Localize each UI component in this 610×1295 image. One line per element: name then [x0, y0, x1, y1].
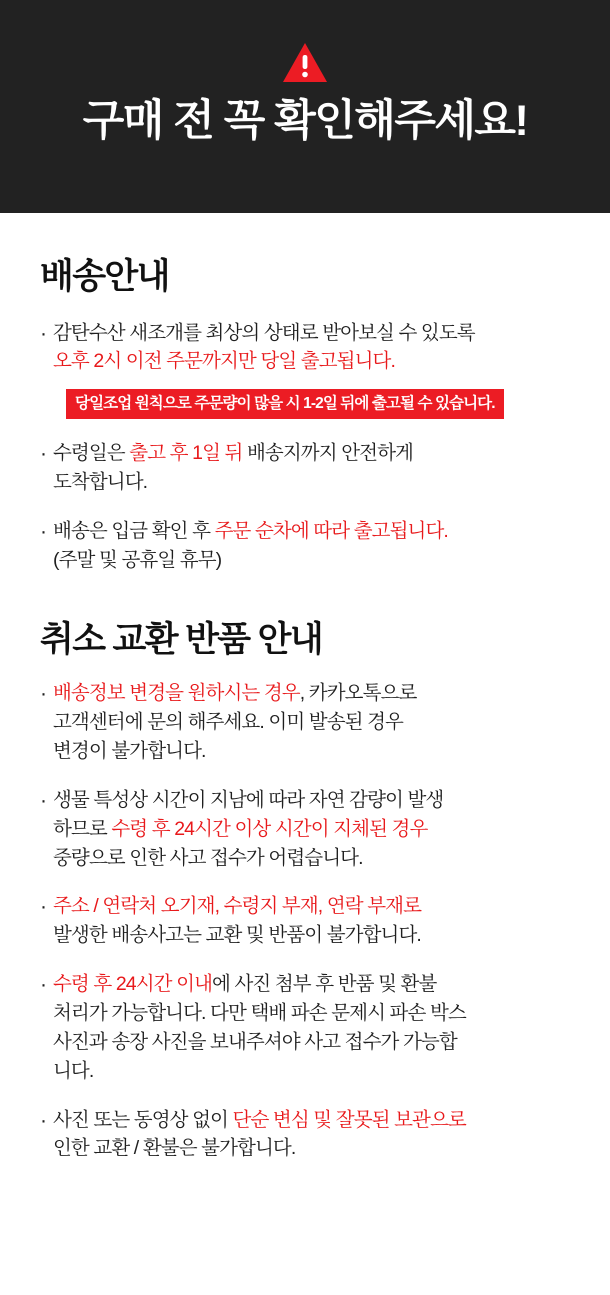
text-run: 생물 특성상 시간이 지남에 따라 자연 감량이 발생	[53, 788, 444, 811]
status-badge: 당일조업 원칙으로 주문량이 많을 시 1-2일 뒤에 출고될 수 있습니다.	[66, 389, 504, 419]
text-run: 배송지까지 안전하게	[242, 442, 413, 465]
bullet-line	[53, 892, 570, 921]
bullet-list	[40, 319, 570, 575]
section-cancel-exchange-return	[40, 575, 570, 1164]
bullet-line	[53, 786, 570, 815]
list-item	[40, 679, 570, 766]
bullet-line	[53, 546, 570, 575]
text-run-highlight: 오후 2시 이전 주문까지만 당일 출고됩니다.	[53, 350, 395, 373]
header-banner	[0, 0, 610, 213]
bullet-line	[53, 468, 570, 497]
section-delivery	[40, 213, 570, 575]
bullet-line	[53, 319, 570, 348]
text-run-highlight: 출고 후 1일 뒤	[129, 442, 243, 465]
bullet-line	[53, 517, 570, 546]
text-run: 에 사진 첨부 후 반품 및 환불	[212, 973, 437, 996]
text-run: 배송은 입금 확인 후	[53, 519, 215, 542]
text-run: 변경이 불가합니다.	[53, 739, 206, 762]
bullet-line	[53, 815, 570, 844]
bullet-line	[53, 970, 570, 999]
list-item	[40, 1106, 570, 1164]
text-run: 중량으로 인한 사고 접수가 어렵습니다.	[53, 846, 363, 869]
text-run: 하므로	[53, 817, 112, 840]
text-run-highlight: 주소 / 연락처 오기재, 수령지 부재, 연락 부재로	[53, 895, 422, 918]
list-item	[40, 970, 570, 1085]
text-run-highlight: 주문 순차에 따라 출고됩니다.	[214, 519, 448, 542]
list-item	[40, 439, 570, 497]
bullet-list	[40, 679, 570, 1163]
bullet-line	[53, 708, 570, 737]
bullet-line	[53, 921, 570, 950]
bullet-line	[53, 1028, 570, 1057]
bullet-line	[53, 1134, 570, 1163]
text-run: (주말 및 공휴일 휴무)	[53, 548, 222, 571]
text-run: 수령일은	[53, 442, 130, 465]
text-run-highlight: 배송정보 변경을 원하시는 경우	[53, 682, 300, 705]
list-item	[40, 517, 570, 575]
bullet-line	[53, 1057, 570, 1086]
list-item	[40, 786, 570, 873]
text-run-highlight: 수령 후 24시간 이내	[53, 973, 213, 996]
bullet-line	[53, 844, 570, 873]
text-run-highlight: 단순 변심 및 잘못된 보관으로	[232, 1108, 466, 1131]
text-run: 니다.	[53, 1059, 94, 1082]
page-title: 구매 전 꼭 확인해주세요!	[82, 97, 528, 145]
text-run: 처리가 가능합니다. 다만 택배 파손 문제시 파손 박스	[53, 1001, 466, 1024]
notice-content	[0, 213, 610, 1163]
section-title: 취소 교환 반품 안내	[40, 619, 323, 659]
list-item	[40, 319, 570, 420]
text-run-highlight: 수령 후 24시간 이상 시간이 지체된 경우	[111, 817, 428, 840]
text-run: 인한 교환 / 환불은 불가합니다.	[53, 1137, 296, 1160]
text-run: 도착합니다.	[53, 471, 148, 494]
section-title: 배송안내	[40, 257, 169, 296]
text-run: 감탄수산 새조개를 최상의 상태로 받아보실 수 있도록	[53, 321, 475, 344]
text-run: 발생한 배송사고는 교환 및 반품이 불가합니다.	[53, 924, 421, 947]
warning-triangle-icon	[282, 42, 328, 84]
bullet-line	[53, 439, 570, 468]
text-run: , 카카오톡으로	[299, 682, 417, 705]
text-run: 고객센터에 문의 해주세요. 이미 발송된 경우	[53, 711, 403, 734]
bullet-line	[53, 347, 570, 376]
bullet-line	[53, 999, 570, 1028]
list-item	[40, 892, 570, 950]
bullet-line	[53, 737, 570, 766]
bullet-line	[53, 679, 570, 708]
text-run: 사진 또는 동영상 없이	[53, 1108, 233, 1131]
bullet-line	[53, 1106, 570, 1135]
text-run: 사진과 송장 사진을 보내주셔야 사고 접수가 가능합	[53, 1030, 457, 1053]
